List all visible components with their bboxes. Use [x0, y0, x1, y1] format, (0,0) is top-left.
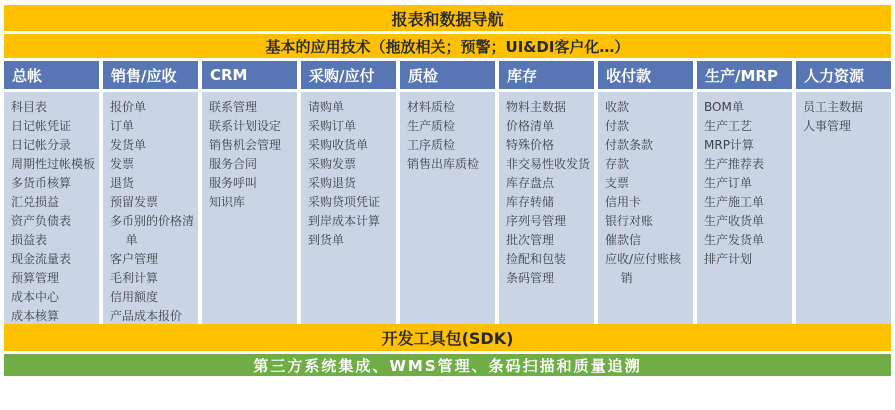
column-item: 汇兑损益: [11, 195, 60, 209]
column-item: 日记帐凭证: [11, 119, 72, 133]
column-item: 人事管理: [803, 119, 852, 133]
column-item: 日记帐分录: [11, 138, 72, 152]
column-item: 发票: [110, 157, 135, 171]
column-item: 采购退货: [308, 176, 357, 190]
column-body: [4, 92, 99, 349]
column-item: 到岸成本计算: [308, 214, 381, 228]
column-item: 生产施工单: [704, 195, 765, 209]
column-body: [796, 92, 891, 349]
column-item: 报价单: [110, 100, 147, 114]
column-item: 采购贷项凭证: [308, 195, 381, 209]
column-item: 库存盘点: [506, 176, 555, 190]
column-item: 生产质检: [407, 119, 456, 133]
column-header: 人力资源: [796, 61, 891, 89]
column-body: [103, 92, 198, 349]
column-header: 销售/应收: [103, 61, 198, 89]
banner-third-party-integration: 第三方系统集成、WMS管理、条码扫描和质量追溯: [4, 354, 891, 376]
column-item: 条码管理: [506, 271, 555, 285]
column-item: 服务合同: [209, 157, 258, 171]
column-header: 库存: [499, 61, 594, 89]
column-item: MRP计算: [704, 138, 754, 152]
column-item: 损益表: [11, 233, 48, 247]
column-item: 多币别的价格清单: [110, 214, 195, 247]
column-item: 多货币核算: [11, 176, 72, 190]
column-item: 存款: [605, 157, 630, 171]
column-header: 总帐: [4, 61, 99, 89]
column-item: 非交易性收发货: [506, 157, 591, 171]
column-item: 客户管理: [110, 252, 159, 266]
column-item: 信用额度: [110, 290, 159, 304]
column-item: 毛利计算: [110, 271, 159, 285]
module-column-2: [103, 61, 198, 349]
column-body: [202, 92, 297, 349]
column-body: [697, 92, 792, 349]
column-item: 成本核算: [11, 309, 60, 323]
column-item: 到货单: [308, 233, 345, 247]
column-item: 员工主数据: [803, 100, 864, 114]
column-item: 付款条款: [605, 138, 654, 152]
column-item: 催款信: [605, 233, 642, 247]
column-item: 成本中心: [11, 290, 60, 304]
column-item: 应收/应付账核销: [605, 252, 682, 285]
column-item: 生产订单: [704, 176, 753, 190]
module-column-9: [796, 61, 891, 349]
column-item: 库存转储: [506, 195, 555, 209]
column-item: 销售机会管理: [209, 138, 282, 152]
column-item: 捡配和包装: [506, 252, 567, 266]
column-body: [301, 92, 396, 349]
column-header: 采购/应付: [301, 61, 396, 89]
module-column-1: [4, 61, 99, 349]
column-item: 产品成本报价: [110, 309, 183, 323]
module-column-3: [202, 61, 297, 349]
module-grid: [4, 61, 891, 321]
column-item: 付款: [605, 119, 630, 133]
column-item: 材料质检: [407, 100, 456, 114]
column-item: 预留发票: [110, 195, 159, 209]
column-item: 支票: [605, 176, 630, 190]
column-item: 退货: [110, 176, 135, 190]
column-header: 生产/MRP: [697, 61, 792, 89]
column-item: 请购单: [308, 100, 345, 114]
column-item: 排产计划: [704, 252, 753, 266]
column-header: 收付款: [598, 61, 693, 89]
column-item: 生产收货单: [704, 214, 765, 228]
module-column-7: [598, 61, 693, 349]
column-item: 序列号管理: [506, 214, 567, 228]
column-item: 特殊价格: [506, 138, 555, 152]
column-item: 收款: [605, 100, 630, 114]
column-body: [598, 92, 693, 349]
column-item: 生产推荐表: [704, 157, 765, 171]
column-item: 物料主数据: [506, 100, 567, 114]
column-item: 生产工艺: [704, 119, 753, 133]
column-header: 质检: [400, 61, 495, 89]
module-column-4: [301, 61, 396, 349]
column-item: 知识库: [209, 195, 246, 209]
banner-sdk: 开发工具包(SDK): [4, 324, 891, 351]
column-item: 资产负债表: [11, 214, 72, 228]
column-item: 生产发货单: [704, 233, 765, 247]
banner-basic-application-tech: 基本的应用技术（拖放相关；预警；UI&DI客户化…）: [4, 34, 891, 58]
module-column-6: [499, 61, 594, 349]
column-item: 周期性过帐模板: [11, 157, 96, 171]
column-item: 现金流量表: [11, 252, 72, 266]
column-item: 服务呼叫: [209, 176, 258, 190]
column-header: CRM: [202, 61, 297, 89]
column-item: 银行对账: [605, 214, 654, 228]
column-item: 价格清单: [506, 119, 555, 133]
module-column-8: [697, 61, 792, 349]
column-item: 订单: [110, 119, 135, 133]
column-item: 批次管理: [506, 233, 555, 247]
column-item: 科目表: [11, 100, 48, 114]
column-item: 采购收货单: [308, 138, 369, 152]
banner-reports-data-navigation: 报表和数据导航: [4, 5, 891, 31]
column-item: 采购订单: [308, 119, 357, 133]
column-body: [499, 92, 594, 349]
column-item: 销售出库质检: [407, 157, 480, 171]
column-item: BOM单: [704, 100, 744, 114]
column-item: 预算管理: [11, 271, 60, 285]
column-item: 信用卡: [605, 195, 642, 209]
column-body: [400, 92, 495, 349]
column-item: 工序质检: [407, 138, 456, 152]
column-item: 联系计划设定: [209, 119, 282, 133]
module-column-5: [400, 61, 495, 349]
column-item: 发货单: [110, 138, 147, 152]
column-item: 采购发票: [308, 157, 357, 171]
column-item: 联系管理: [209, 100, 258, 114]
